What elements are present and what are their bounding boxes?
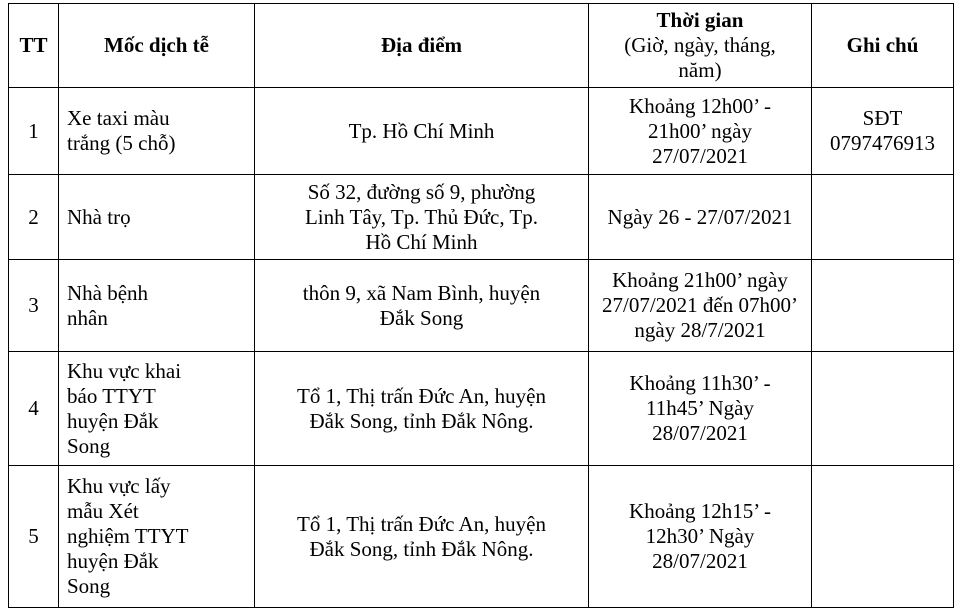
- cell-thoi-gian-line: Ngày 26 - 27/07/2021: [607, 204, 793, 229]
- cell-thoi-gian: [589, 260, 812, 352]
- cell-moc-dich-te-line: huyện Đắk: [67, 408, 159, 433]
- header-moc-dich-te: Mốc dịch tễ: [59, 4, 255, 88]
- cell-ghi-chu-line: SĐT: [862, 106, 903, 130]
- cell-tt: 2: [9, 175, 59, 260]
- cell-ghi-chu: [812, 175, 954, 260]
- cell-moc-dich-te: [59, 88, 255, 175]
- cell-ghi-chu: [812, 466, 954, 608]
- cell-moc-dich-te-line: báo TTYT: [67, 383, 156, 408]
- table-row: [9, 352, 954, 466]
- cell-moc-dich-te-line: Nhà trọ: [67, 204, 131, 229]
- cell-dia-diem: [255, 175, 589, 260]
- cell-moc-dich-te-line: huyện Đắk: [67, 549, 159, 573]
- cell-thoi-gian: [589, 352, 812, 466]
- cell-tt: 3: [9, 260, 59, 352]
- cell-thoi-gian-line: 28/07/2021: [652, 549, 748, 573]
- cell-thoi-gian: [589, 88, 812, 175]
- table-row: [9, 88, 954, 175]
- header-thoi-gian-sub1: (Giờ, ngày, tháng,: [624, 33, 776, 57]
- cell-moc-dich-te: [59, 260, 255, 352]
- cell-dia-diem-line: Tổ 1, Thị trấn Đức An, huyện: [297, 511, 546, 536]
- cell-ghi-chu: [812, 260, 954, 352]
- cell-thoi-gian-line: Khoảng 12h00’ -: [629, 93, 771, 118]
- table-row: [9, 466, 954, 608]
- cell-moc-dich-te-line: trắng (5 chỗ): [67, 131, 176, 155]
- epidemiology-table: [8, 3, 954, 608]
- cell-ghi-chu: [812, 88, 954, 175]
- cell-moc-dich-te-line: Khu vực khai: [67, 358, 182, 383]
- cell-moc-dich-te-line: Nhà bệnh: [67, 280, 149, 305]
- cell-tt: 4: [9, 352, 59, 466]
- header-tt: TT: [9, 4, 59, 88]
- cell-dia-diem: [255, 88, 589, 175]
- cell-tt: 1: [9, 88, 59, 175]
- cell-thoi-gian-line: Khoảng 11h30’ -: [629, 371, 771, 395]
- cell-thoi-gian: [589, 466, 812, 608]
- cell-thoi-gian-line: 27/07/2021 đến 07h00’: [602, 293, 798, 317]
- cell-thoi-gian-line: 27/07/2021: [652, 143, 748, 168]
- cell-thoi-gian: [589, 175, 812, 260]
- cell-thoi-gian-line: 12h30’ Ngày: [645, 524, 755, 548]
- cell-moc-dich-te-line: nhân: [67, 305, 108, 330]
- cell-moc-dich-te: [59, 175, 255, 260]
- cell-dia-diem-line: Số 32, đường số 9, phường: [307, 179, 536, 204]
- cell-dia-diem-line: Tp. Hồ Chí Minh: [348, 118, 495, 143]
- header-thoi-gian-sub2: năm): [678, 58, 722, 82]
- cell-thoi-gian-line: 21h00’ ngày: [647, 118, 752, 143]
- cell-moc-dich-te-line: nghiệm TTYT: [67, 524, 189, 548]
- cell-moc-dich-te-line: mẫu Xét: [67, 499, 139, 523]
- cell-ghi-chu: [812, 352, 954, 466]
- cell-thoi-gian-line: 28/07/2021: [652, 421, 748, 445]
- header-thoi-gian: [589, 4, 812, 88]
- cell-moc-dich-te-line: Song: [67, 574, 111, 598]
- cell-dia-diem: [255, 352, 589, 466]
- cell-moc-dich-te-line: Khu vực lấy: [67, 474, 171, 498]
- cell-thoi-gian-line: 11h45’ Ngày: [646, 396, 754, 420]
- cell-thoi-gian-line: ngày 28/7/2021: [634, 318, 766, 342]
- cell-moc-dich-te-line: Xe taxi màu: [67, 106, 170, 130]
- cell-ghi-chu-line: 0797476913: [830, 131, 935, 155]
- cell-thoi-gian-line: Khoảng 21h00’ ngày: [612, 268, 788, 292]
- cell-dia-diem-line: Linh Tây, Tp. Thủ Đức, Tp.: [304, 204, 539, 229]
- cell-moc-dich-te: [59, 352, 255, 466]
- header-thoi-gian-title: Thời gian: [656, 8, 744, 32]
- cell-dia-diem: [255, 466, 589, 608]
- cell-dia-diem-line: Hồ Chí Minh: [365, 229, 478, 254]
- cell-moc-dich-te-line: Song: [67, 433, 111, 458]
- cell-dia-diem-line: thôn 9, xã Nam Bình, huyện: [302, 280, 541, 305]
- cell-dia-diem-line: Đắk Song, tỉnh Đắk Nông.: [309, 536, 534, 561]
- cell-dia-diem-line: Đắk Song: [379, 305, 464, 330]
- cell-tt: 5: [9, 466, 59, 608]
- table-row: [9, 260, 954, 352]
- cell-dia-diem: [255, 260, 589, 352]
- cell-dia-diem-line: Tổ 1, Thị trấn Đức An, huyện: [297, 383, 546, 408]
- cell-dia-diem-line: Đắk Song, tỉnh Đắk Nông.: [309, 408, 534, 433]
- header-ghi-chu: Ghi chú: [812, 4, 954, 88]
- header-dia-diem: Địa điểm: [255, 4, 589, 88]
- cell-thoi-gian-line: Khoảng 12h15’ -: [629, 499, 771, 523]
- header-row: [9, 4, 954, 88]
- cell-moc-dich-te: [59, 466, 255, 608]
- table-row: [9, 175, 954, 260]
